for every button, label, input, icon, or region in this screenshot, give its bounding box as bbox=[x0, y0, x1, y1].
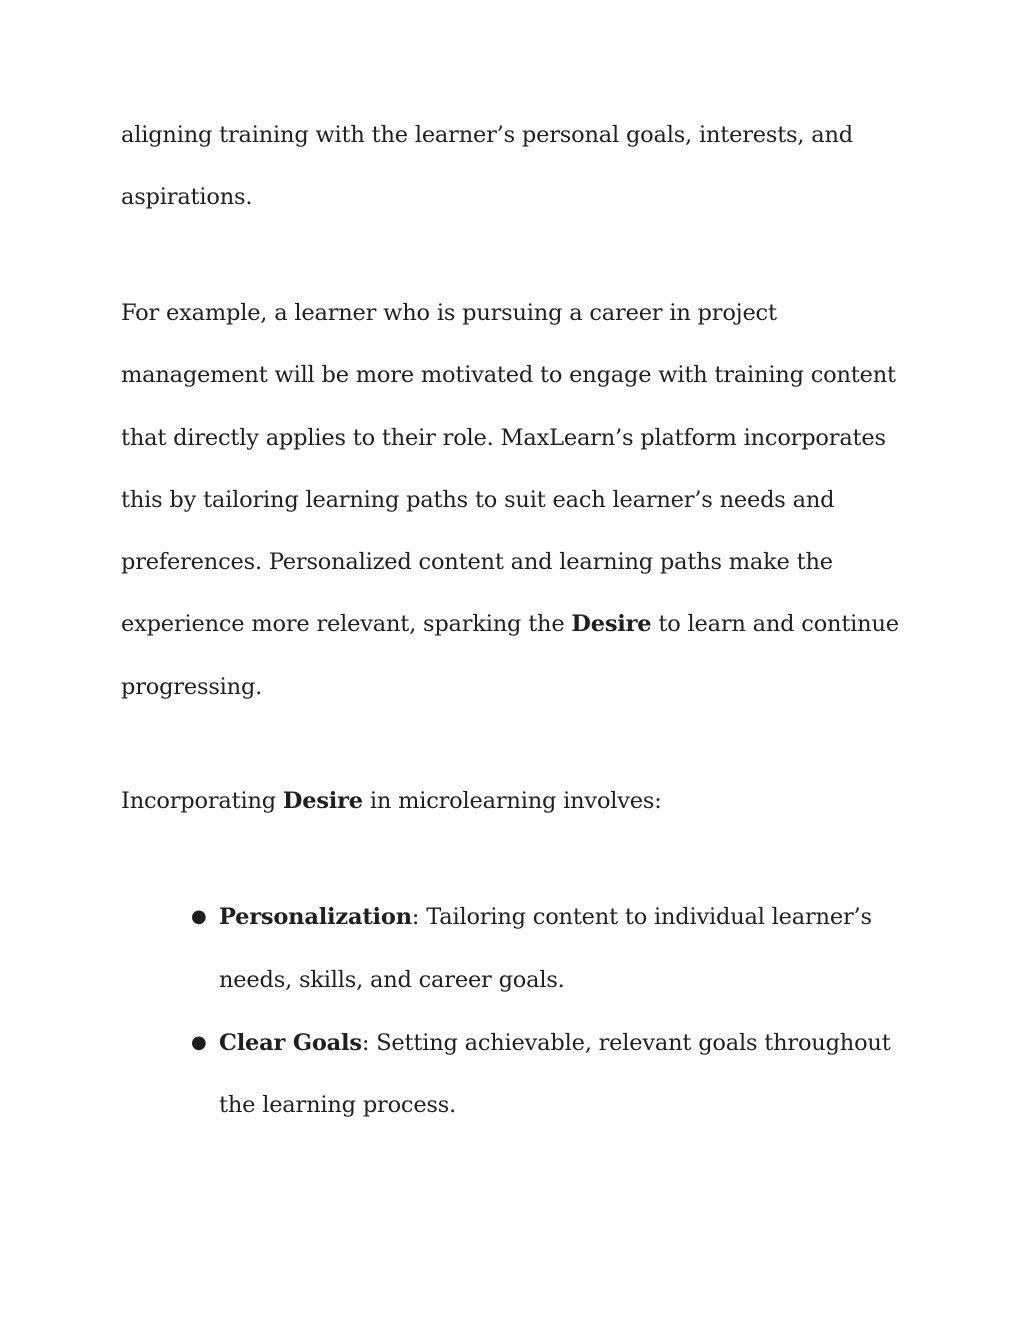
desire-elements-list bbox=[121, 886, 911, 1137]
desire-emphasis: Desire bbox=[282, 788, 363, 814]
bullet-icon: ● bbox=[191, 1031, 207, 1053]
list-item-clear-goals bbox=[121, 1012, 899, 1138]
paragraph-text-after-desire: to learn and continue progressing. bbox=[121, 611, 899, 700]
desire-emphasis: Desire bbox=[571, 611, 652, 638]
list-term-clear-goals: Clear Goals bbox=[219, 1029, 362, 1056]
paragraph-text-after-desire: in microlearning involves: bbox=[362, 788, 662, 814]
paragraph-aligning-training bbox=[121, 104, 911, 229]
paragraph-project-management-example bbox=[121, 282, 911, 718]
list-term-personalization: Personalization bbox=[219, 904, 412, 930]
paragraph-text: aligning training with the learner’s personal goals, interests, and aspirations. bbox=[121, 122, 854, 211]
list-item-personalization bbox=[121, 886, 899, 1012]
bullet-icon: ● bbox=[191, 906, 207, 927]
list-description-personalization: : Tailoring content to individual learner’s needs, skills, and career goals. bbox=[219, 904, 872, 993]
paragraph-text-before-desire: For example, a learner who is pursuing a career in project management will be more motivated to engage with training content that directly applies to their role. MaxLearn’s platform incorporates this by tailoring learning paths to suit each learner’s needs and preferences. Personalized content and learning paths make the experience more relevant, sparking the bbox=[121, 300, 896, 638]
paragraph-text-before-desire: Incorporating bbox=[121, 788, 283, 814]
list-description-clear-goals: : Setting achievable, relevant goals throughout the learning process. bbox=[219, 1029, 891, 1119]
paragraph-incorporating-desire bbox=[121, 770, 911, 832]
